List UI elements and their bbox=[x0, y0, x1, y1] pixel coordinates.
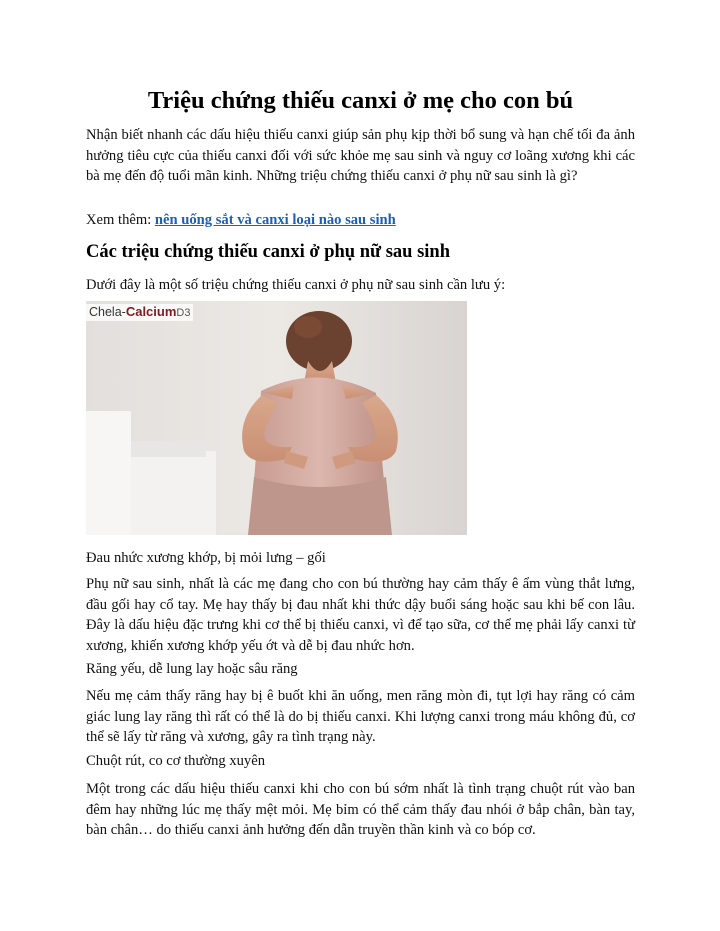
section-heading: Các triệu chứng thiếu canxi ở phụ nữ sau sinh bbox=[86, 242, 450, 262]
symptom-heading-2: Răng yếu, dễ lung lay hoặc sâu răng bbox=[86, 661, 298, 677]
hair-shape bbox=[286, 311, 352, 371]
see-also-prefix: Xem thêm: bbox=[86, 212, 155, 228]
symptom-body-1: Phụ nữ sau sinh, nhất là các mẹ đang cho con bú thường hay cảm thấy ê ẩm vùng thắt lưng, đầu gối hay cổ tay. Mẹ hay thấy bị đau nhất khi thức dậy buổi sáng hoặc sau khi bế con lâu. Đây là dấu hiệu đặc trưng khi cơ thể bị thiếu canxi, vì để tạo sữa, cơ thể mẹ phải lấy canxi từ xương, khiến xương khớp yếu ớt và dễ bị đau nhức hơn. bbox=[86, 576, 635, 654]
intro-paragraph: Nhận biết nhanh các dấu hiệu thiếu canxi giúp sản phụ kịp thời bổ sung và hạn chế tối đa ảnh hưởng tiêu cực của thiếu canxi đối với sức khỏe mẹ sau sinh và nguy cơ loãng xương khi các bà mẹ đến độ tuổi mãn kinh. Những triệu chứng thiếu canxi ở phụ nữ sau sinh là gì? bbox=[86, 127, 635, 184]
symptom-heading-3: Chuột rút, co cơ thường xuyên bbox=[86, 753, 265, 769]
see-also-line bbox=[86, 210, 635, 231]
symptom-body-2: Nếu mẹ cảm thấy răng hay bị ê buốt khi ăn uống, men răng mòn đi, tụt lợi hay răng có cảm giác lung lay răng thì rất có thể là do bị thiếu canxi. Khi lượng canxi trong máu không đủ, cơ thể sẽ lấy từ răng và xương, gây ra tình trạng này. bbox=[86, 688, 635, 745]
page-title: Triệu chứng thiếu canxi ở mẹ cho con bú bbox=[147, 87, 574, 114]
brand-watermark: Chela-CalciumD3 bbox=[86, 304, 193, 321]
see-also-link[interactable]: nên uống sắt và canxi loại nào sau sinh bbox=[154, 212, 396, 228]
symptom-body-3: Một trong các dấu hiệu thiếu canxi khi cho con bú sớm nhất là tình trạng chuột rút vào ban đêm hay những lúc mẹ thấy mệt mỏi. Mẹ bỉm có thể cảm thấy đau nhói ở bắp chân, bàn tay, bàn chân… do thiếu canxi ảnh hưởng đến dẫn truyền thần kinh và co bóp cơ. bbox=[86, 781, 635, 838]
back-pain-photo bbox=[86, 301, 467, 535]
intro-list-text: Dưới đây là một số triệu chứng thiếu canxi ở phụ nữ sau sinh cần lưu ý: bbox=[86, 277, 506, 293]
symptom-heading-1: Đau nhức xương khớp, bị mỏi lưng – gối bbox=[86, 550, 326, 566]
woman-back-illustration bbox=[86, 301, 467, 535]
